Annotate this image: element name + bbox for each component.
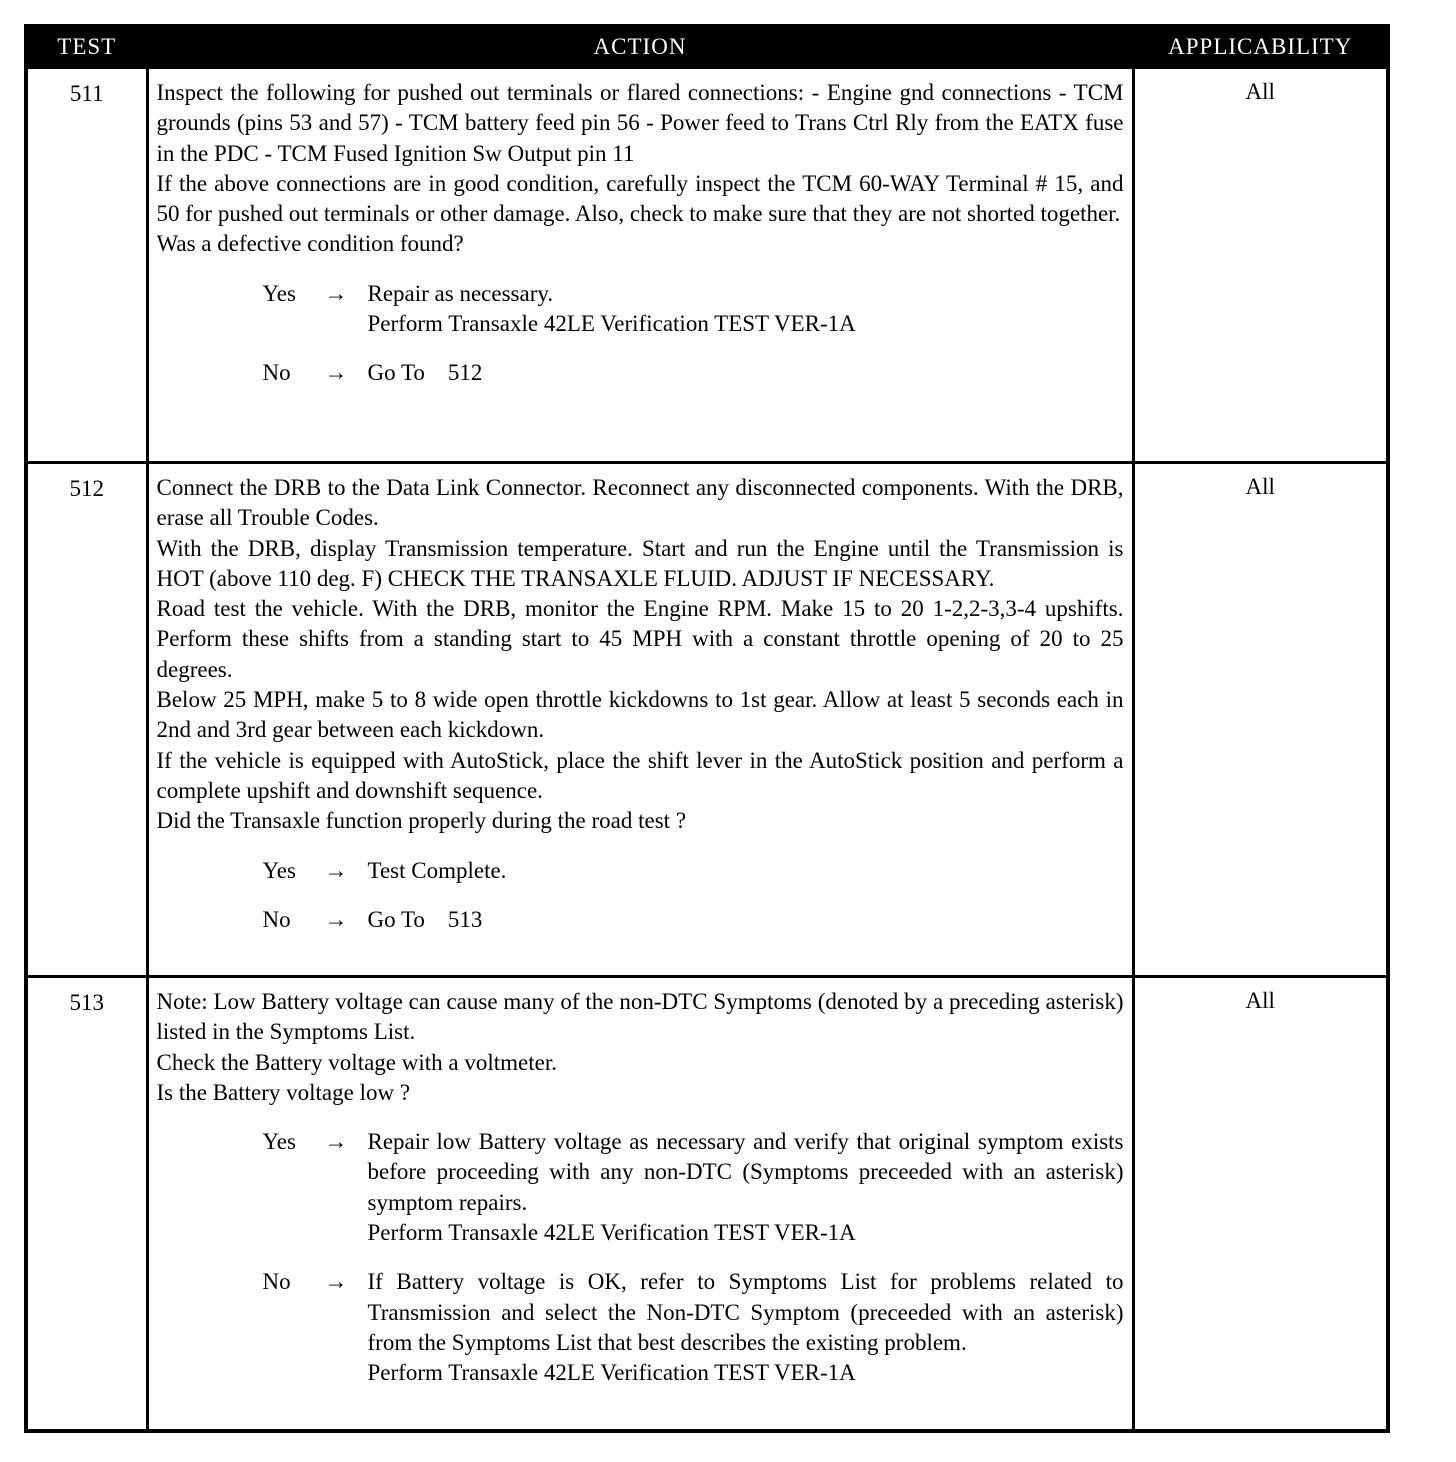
no-label: No [262, 906, 291, 932]
no-label: No [262, 360, 291, 386]
action-question: Was a defective condition found? [156, 231, 464, 257]
action-question: Did the Transaxle function properly during the road test ? [156, 808, 687, 834]
yes-result [368, 1127, 1124, 1248]
yes-label: Yes [262, 280, 296, 306]
action-cell [147, 68, 1133, 463]
yes-branch [157, 856, 1124, 886]
yes-label: Yes [262, 857, 296, 883]
no-result [368, 358, 1124, 388]
action-cell [147, 977, 1133, 1431]
table-header-row [26, 26, 1388, 68]
arrow-icon: → [324, 1269, 348, 1295]
result-line: If Battery voltage is OK, refer to Symptoms List for problems related to Transmission and select the Non-DTC Symptom (preceeded with an asterisk) from the Symptoms List that best describes the existing problem. [367, 1269, 1124, 1355]
arrow-icon: → [324, 280, 348, 306]
header-applicability: APPLICABILITY [1133, 26, 1388, 68]
applicability-value: All [1133, 463, 1388, 977]
yes-result [368, 279, 1124, 340]
table-row [26, 463, 1388, 977]
action-paragraph: Check the Battery voltage with a voltmeter. [156, 1049, 557, 1075]
result-line: Repair as necessary. [367, 280, 554, 306]
no-branch [157, 905, 1124, 935]
test-number: 511 [26, 68, 147, 463]
result-line: Perform Transaxle 42LE Verification TEST VER-1A [367, 1360, 856, 1386]
result-line: Perform Transaxle 42LE Verification TEST VER-1A [367, 1220, 856, 1246]
action-cell [147, 463, 1133, 977]
test-number: 513 [26, 977, 147, 1431]
result-line: Repair low Battery voltage as necessary and verify that original symptom exists before proceeding with any non-DTC (Symptoms preceeded with an asterisk) symptom repairs. [367, 1129, 1124, 1215]
action-paragraph: If the above connections are in good condition, carefully inspect the TCM 60-WAY Terminal # 15, and 50 for pushed out terminals or other damage. Also, check to make sure that they are not shorted together. [156, 170, 1124, 227]
yes-label: Yes [262, 1129, 296, 1155]
arrow-icon: → [324, 906, 348, 932]
applicability-value: All [1133, 977, 1388, 1431]
action-question: Is the Battery voltage low ? [156, 1079, 411, 1105]
no-result [368, 905, 1124, 935]
arrow-icon: → [324, 1129, 348, 1155]
no-branch [157, 1267, 1124, 1388]
action-paragraph: Inspect the following for pushed out terminals or flared connections: - Engine gnd connections - TCM grounds (pins 53 and 57) - TCM battery feed pin 56 - Power feed to Trans Ctrl Rly from the EATX fuse in the PDC - TCM Fused Ignition Sw Output pin 11 [156, 80, 1124, 166]
table-row [26, 68, 1388, 463]
yes-result [368, 856, 1124, 886]
action-paragraph: Note: Low Battery voltage can cause many of the non-DTC Symptoms (denoted by a preceding asterisk) listed in the Symptoms List. [156, 989, 1124, 1045]
no-branch [157, 358, 1124, 388]
yes-branch [157, 1127, 1124, 1248]
result-line: Go To 513 [367, 906, 483, 932]
action-paragraph: If the vehicle is equipped with AutoStick, place the shift lever in the AutoStick position and perform a complete upshift and downshift sequence. [156, 747, 1124, 803]
result-line: Test Complete. [367, 857, 507, 883]
arrow-icon: → [324, 360, 348, 386]
yes-branch [157, 279, 1124, 340]
no-label: No [262, 1269, 291, 1295]
action-paragraph: With the DRB, display Transmission temperature. Start and run the Engine until the Transmission is HOT (above 110 deg. F) CHECK THE TRANSAXLE FLUID. ADJUST IF NECESSARY. [156, 535, 1124, 591]
action-paragraph: Connect the DRB to the Data Link Connector. Reconnect any disconnected components. With the DRB, erase all Trouble Codes. [156, 475, 1124, 531]
result-line: Go To 512 [367, 360, 483, 386]
action-paragraph: Below 25 MPH, make 5 to 8 wide open throttle kickdowns to 1st gear. Allow at least 5 seconds each in 2nd and 3rd gear between each kickdown. [156, 687, 1124, 743]
action-paragraph: Road test the vehicle. With the DRB, monitor the Engine RPM. Make 15 to 20 1-2,2-3,3-4 upshifts. Perform these shifts from a standing start to 45 MPH with a constant throttle opening of 20 to 25 degrees. [156, 596, 1124, 682]
result-line: Perform Transaxle 42LE Verification TEST VER-1A [367, 311, 856, 337]
arrow-icon: → [324, 857, 348, 883]
header-action: ACTION [147, 26, 1133, 68]
header-test: TEST [26, 26, 147, 68]
test-number: 512 [26, 463, 147, 977]
table-row [26, 977, 1388, 1431]
diagnostic-test-table [24, 24, 1390, 1433]
applicability-value: All [1133, 68, 1388, 463]
no-result [368, 1267, 1124, 1388]
